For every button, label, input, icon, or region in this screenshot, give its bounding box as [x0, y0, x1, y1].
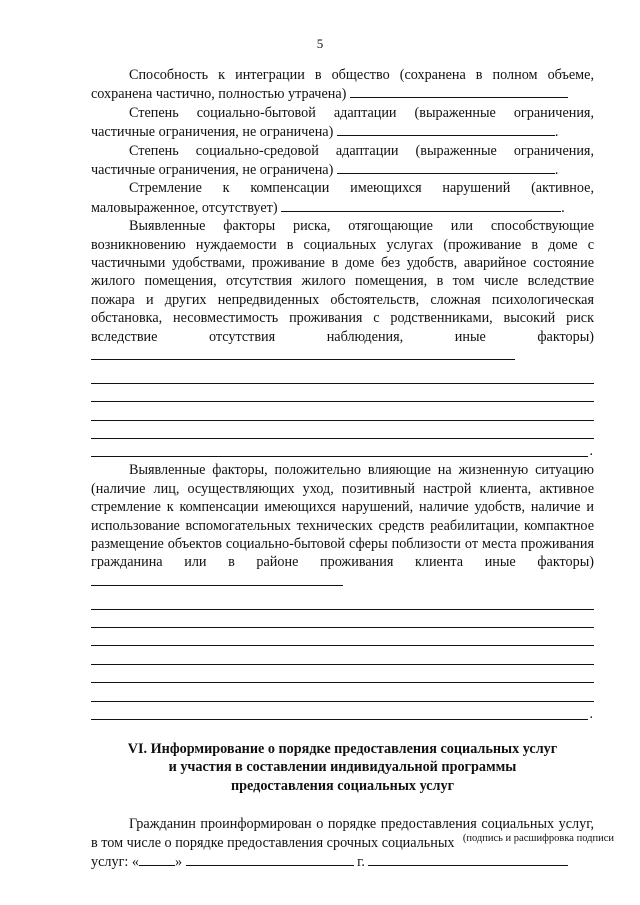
risk-factors-answer-blank[interactable]	[91, 346, 515, 360]
compensation-text: Стремление к компенсации имеющихся нарушений (активное, маловыраженное, отсутствует)	[91, 180, 594, 216]
positive-factors-answer-blank[interactable]	[91, 572, 343, 586]
compensation-answer-blank[interactable]	[281, 198, 561, 212]
social-household-text: Степень социально-бытовой адаптации (выраженные ограничения, частичные ограничения, не ограничена)	[91, 104, 594, 141]
quote-close: »	[174, 854, 183, 871]
section-heading-line-2: и участия в составлении индивидуальной программы	[168, 759, 517, 776]
signature-blank[interactable]	[368, 852, 568, 866]
positive-factors-line[interactable]	[91, 591, 594, 609]
social-environment-text: Степень социально-средовой адаптации (выраженные ограничения, частичные ограничения, не ограничена)	[91, 142, 594, 179]
section-heading-line-1: VI. Информирование о порядке предоставления социальных услуг	[127, 741, 558, 758]
compensation-paragraph: Стремление к компенсации имеющихся нарушений (активное, маловыраженное, отсутствует) .	[91, 180, 594, 216]
positive-factors-line[interactable]	[91, 628, 594, 646]
positive-factors-paragraph	[91, 461, 594, 591]
signature-caption: (подпись и расшифровка подписи	[462, 833, 614, 844]
signature-row	[91, 852, 594, 870]
uslug-label: услуг: «	[91, 854, 139, 871]
section-heading-line-3: предоставления социальных услуг	[230, 777, 455, 794]
positive-factors-line[interactable]	[91, 610, 594, 628]
day-blank[interactable]	[139, 852, 175, 866]
positive-factors-line[interactable]	[91, 702, 588, 720]
positive-factors-line[interactable]	[91, 646, 594, 664]
integration-text: Способность к интеграции в общество (сохранена в полном объеме, сохранена частично, полностью утрачена)	[91, 67, 594, 103]
integration-paragraph	[91, 66, 594, 104]
form-content	[91, 66, 594, 870]
informed-text: Гражданин проинформирован о порядке предоставления социальных услуг, в том числе о порядке предоставления срочных социальных	[91, 816, 594, 851]
social-household-answer-blank[interactable]	[337, 122, 555, 136]
risk-factors-extra-lines	[91, 366, 594, 458]
integration-answer-blank[interactable]	[350, 84, 568, 98]
social-environment-answer-blank[interactable]	[337, 160, 555, 174]
positive-factors-text: Выявленные факторы, положительно влияющие на жизненную ситуацию (наличие лиц, осуществляющих уход, позитивный настрой клиента, активное стремление к компенсации имеющихся нарушений, наличие удобств, наличие и использование вспомогательных технических средств реабилитации, компактное размещение объектов социально-бытовой сферы поблизости от места проживания гражданина или в районе проживания клиента иные факторы)	[91, 462, 594, 571]
risk-factors-line[interactable]	[91, 439, 588, 457]
positive-factors-line[interactable]	[91, 665, 594, 683]
positive-factors-line[interactable]	[91, 683, 594, 701]
risk-factors-line[interactable]	[91, 366, 594, 384]
social-environment-paragraph: Степень социально-средовой адаптации (выраженные ограничения, частичные ограничения, не ограничена) .	[91, 142, 594, 179]
risk-factors-text: Выявленные факторы риска, отягощающие или способствующие возникновению нуждаемости в социальных услугах (проживание в доме с частичными удобствами, проживание в доме без удобств, аварийное состояние жилого помещения, отсутствия жилого помещения, в том числе вследствие пожара и других непредвиденных обстоятельств, сложная психологическая обстановка, несовместимость проживания с родственниками, высокий риск вследствие отсутствия наблюдения, иные факторы)	[91, 218, 594, 345]
risk-factors-line[interactable]	[91, 384, 594, 402]
year-suffix: г.	[357, 854, 365, 871]
month-blank[interactable]	[186, 852, 354, 866]
positive-factors-extra-lines	[91, 591, 594, 720]
risk-factors-paragraph	[91, 217, 594, 365]
page-number: 5	[316, 36, 324, 51]
risk-factors-line[interactable]	[91, 421, 594, 439]
risk-factors-line[interactable]	[91, 402, 594, 420]
social-household-paragraph: Степень социально-бытовой адаптации (выраженные ограничения, частичные ограничения, не ограничена) .	[91, 104, 594, 141]
